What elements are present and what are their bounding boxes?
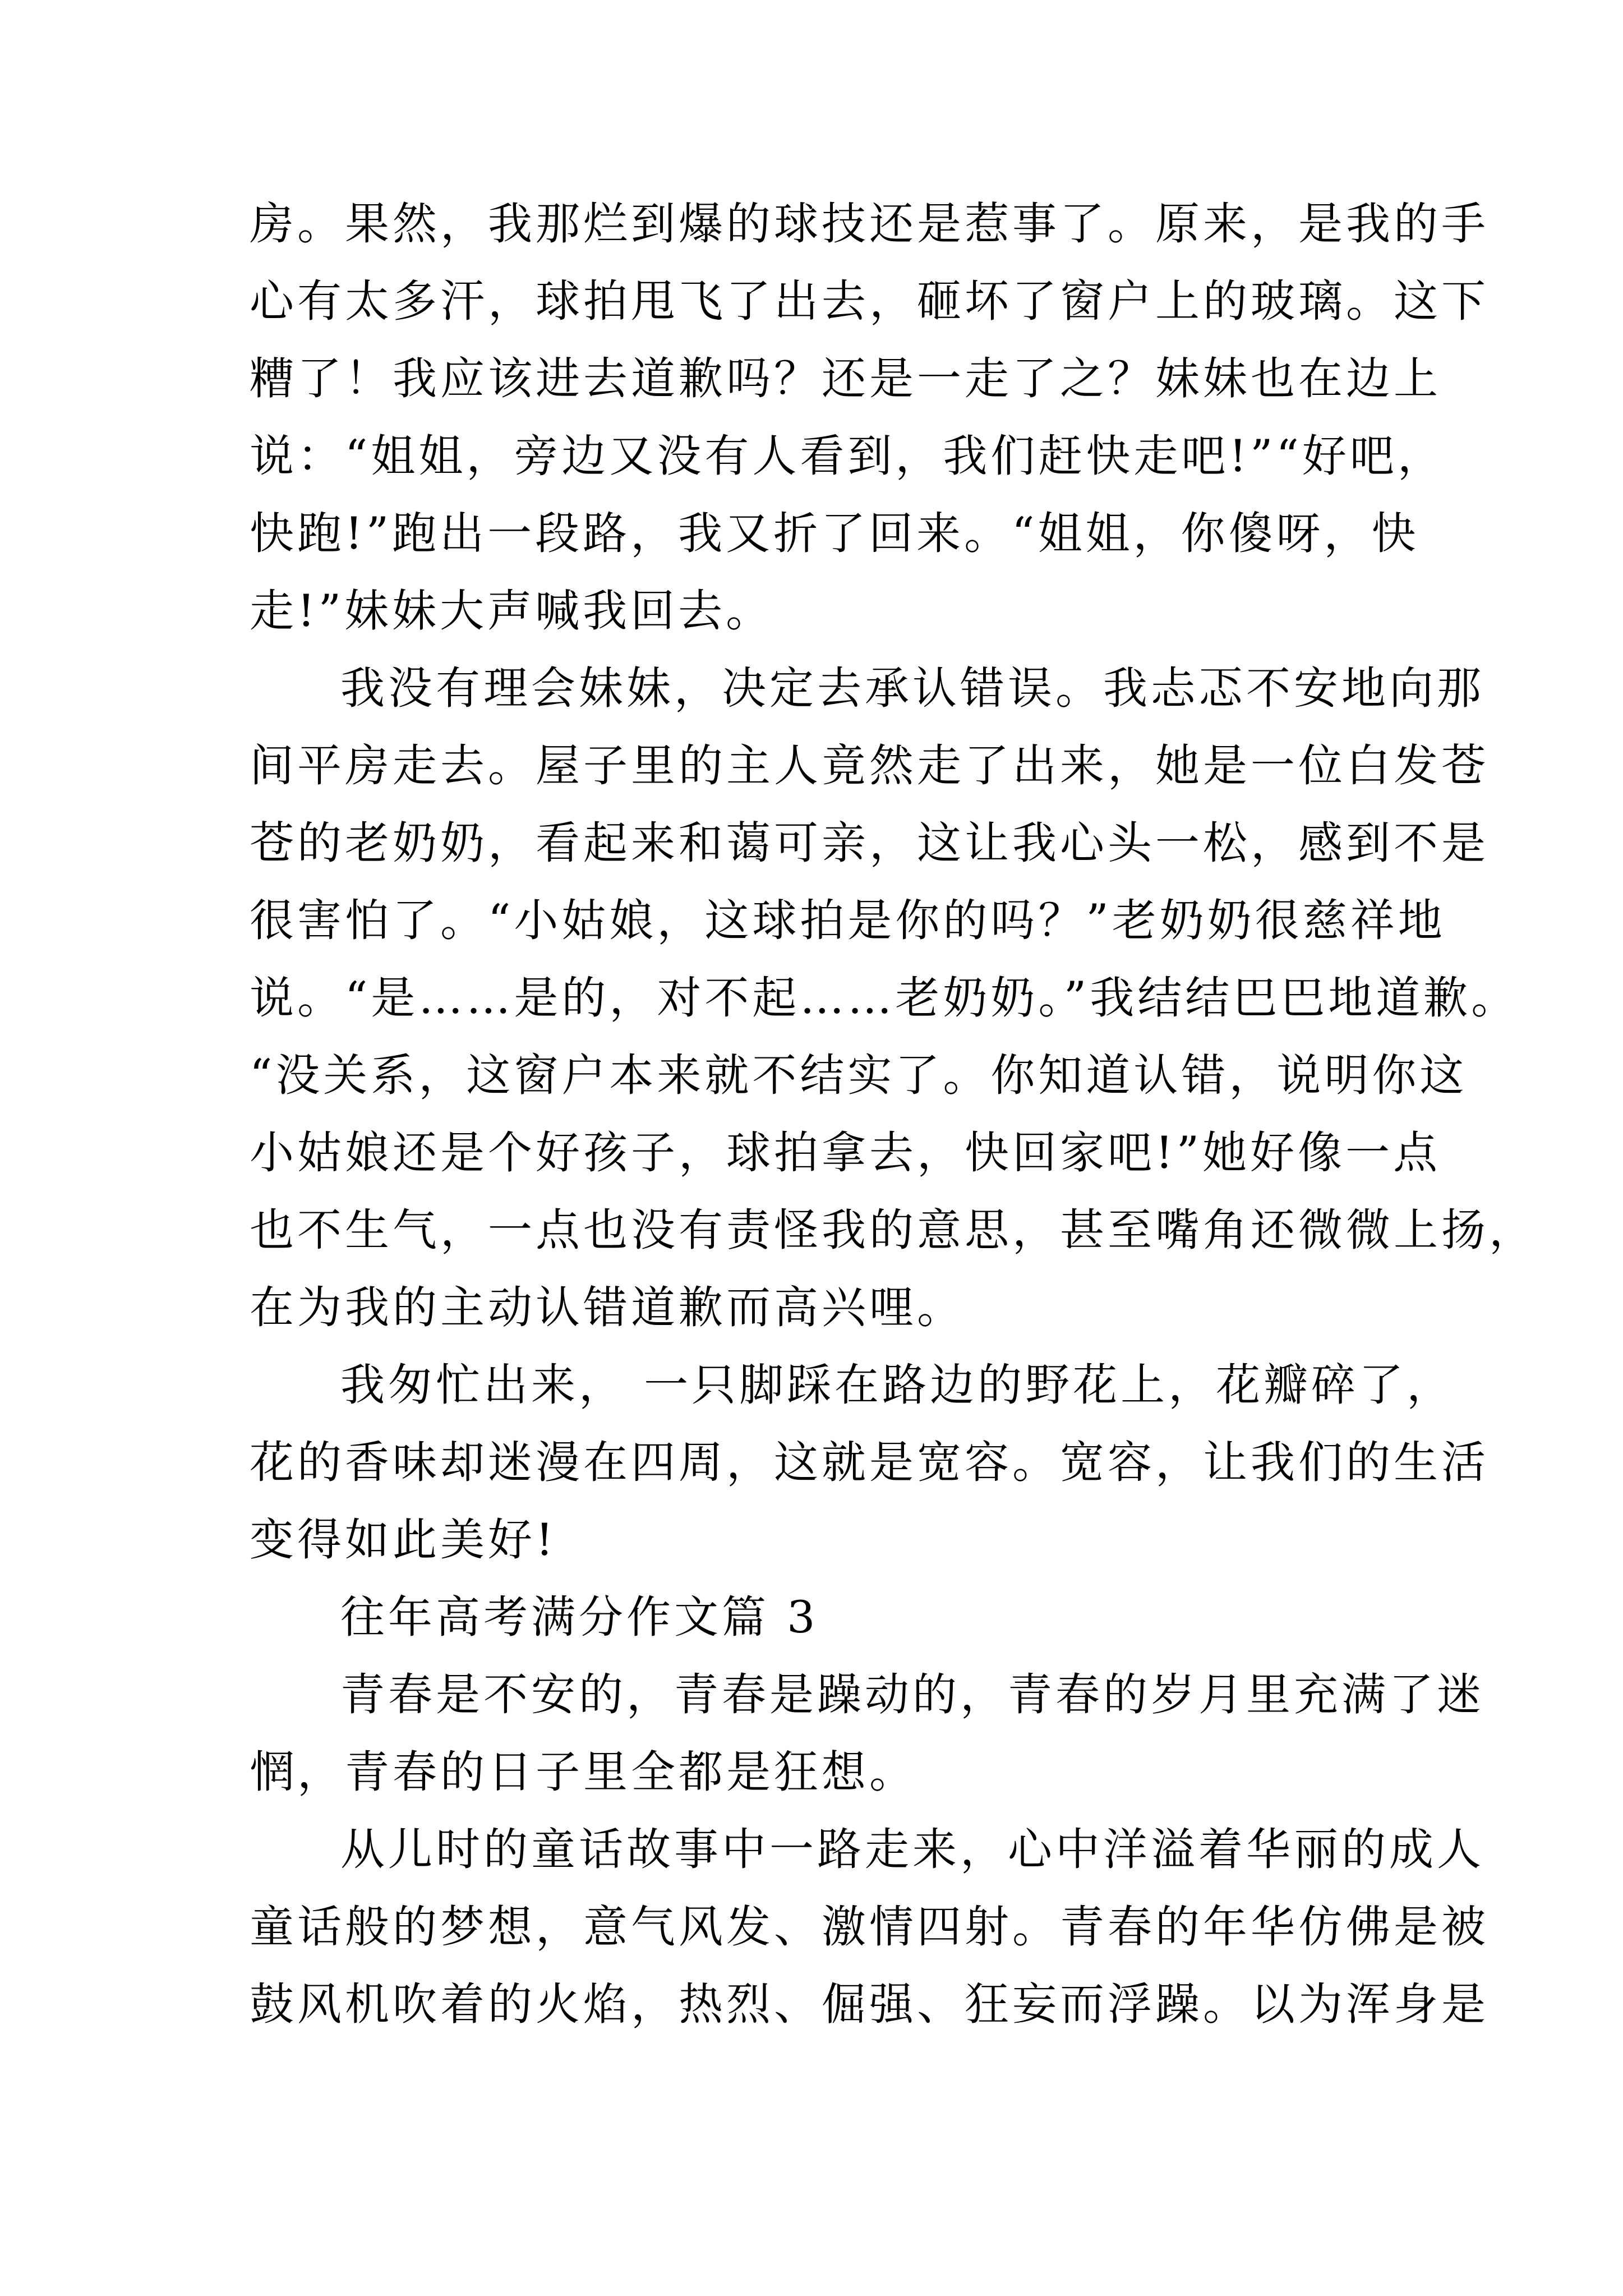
text-line: 糟了！我应该进去道歉吗？还是一走了之？妹妹也在边上 bbox=[250, 353, 1441, 404]
text-line: 走!”妹妹大声喊我回去。 bbox=[250, 585, 774, 637]
text-line: 变得如此美好! bbox=[250, 1514, 557, 1566]
paragraph-first-line: 从儿时的童话故事中一路走来，心中洋溢着华丽的成人 bbox=[340, 1824, 1484, 1875]
document-body bbox=[250, 185, 1537, 2043]
text-line: 很害怕了。“小姑娘，这球拍是你的吗？”老奶奶很慈祥地 bbox=[250, 895, 1446, 946]
text-line: 说：“姐姐，旁边又没有人看到，我们赶快走吧!”“好吧， bbox=[250, 430, 1445, 482]
text-line: 鼓风机吹着的火焰，热烈、倔强、狂妄而浮躁。以为浑身是 bbox=[250, 1978, 1489, 2030]
text-line: 心有太多汗，球拍甩飞了出去，砸坏了窗户上的玻璃。这下 bbox=[250, 275, 1489, 327]
text-line: 花的香味却迷漫在四周，这就是宽容。宽容，让我们的生活 bbox=[250, 1437, 1489, 1488]
text-line: 间平房走去。屋子里的主人竟然走了出来，她是一位白发苍 bbox=[250, 740, 1489, 792]
paragraph-first-line: 青春是不安的，青春是躁动的，青春的岁月里充满了迷 bbox=[340, 1669, 1484, 1720]
text-line: “没关系，这窗户本来就不结实了。你知道认错，说明你这 bbox=[250, 1050, 1468, 1101]
text-line: 小姑娘还是个好孩子，球拍拿去，快回家吧!”她好像一点 bbox=[250, 1127, 1441, 1179]
text-line: 苍的老奶奶，看起来和蔼可亲，这让我心头一松，感到不是 bbox=[250, 817, 1489, 869]
text-line: 也不生气，一点也没有责怪我的意思，甚至嘴角还微微上扬， bbox=[250, 1204, 1537, 1256]
text-line: 快跑!”跑出一段路，我又折了回来。“姐姐，你傻呀，快 bbox=[250, 508, 1419, 559]
paragraph-first-line: 我没有理会妹妹，决定去承认错误。我忐忑不安地向那 bbox=[340, 662, 1484, 714]
section-heading: 往年高考满分作文篇 3 bbox=[340, 1591, 819, 1643]
text-line: 惘，青春的日子里全都是狂想。 bbox=[250, 1746, 917, 1798]
paragraph-first-line: 我匆忙出来， 一只脚踩在路边的野花上，花瓣碎了， bbox=[340, 1359, 1455, 1411]
text-line: 童话般的梦想，意气风发、激情四射。青春的年华仿佛是被 bbox=[250, 1901, 1489, 1953]
text-line: 说。“是……是的，对不起……老奶奶。”我结结巴巴地道歉。 bbox=[250, 972, 1519, 1024]
text-line: 在为我的主动认错道歉而高兴哩。 bbox=[250, 1282, 965, 1333]
text-line: 房。果然，我那烂到爆的球技还是惹事了。原来，是我的手 bbox=[250, 198, 1489, 250]
